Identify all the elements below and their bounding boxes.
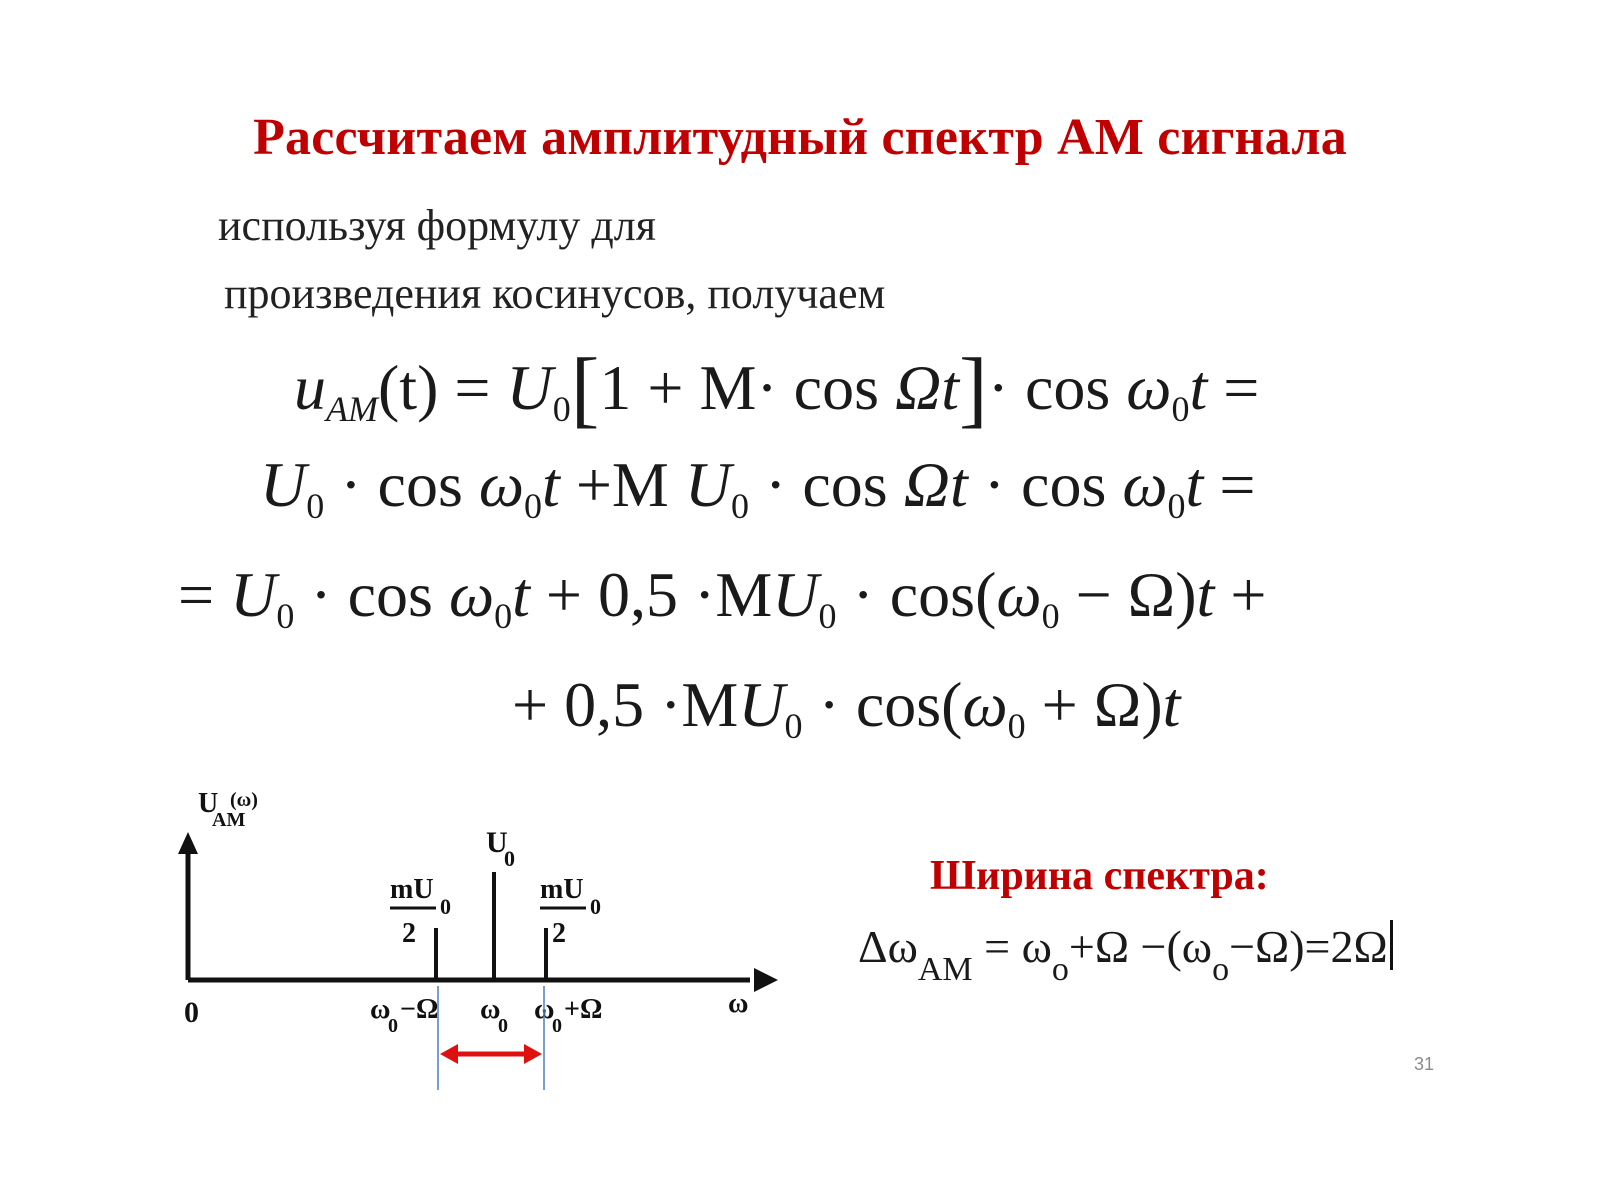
- bandwidth-label: Ширина спектра:: [930, 853, 1269, 899]
- eq4-sub0: 0: [784, 706, 803, 746]
- eq3-cos2: · cos(: [836, 559, 997, 630]
- carrier-freq-label: ω: [480, 994, 501, 1025]
- eq3-sub0d: 0: [1041, 596, 1060, 636]
- equation-line-4: [512, 668, 1180, 747]
- spectrum-diagram: [150, 790, 810, 1100]
- bandwidth-sub-o-1: o: [1051, 951, 1069, 988]
- eq3-sub0b: 0: [494, 596, 513, 636]
- x-axis-label: ω: [728, 988, 749, 1019]
- eq1-t2: t: [1189, 352, 1208, 423]
- equation-line-2: [260, 448, 1255, 527]
- upper-sideband-amplitude-den: 2: [552, 918, 566, 949]
- upper-freq-sub: 0: [552, 1015, 562, 1037]
- bandwidth-mid: +Ω −(ω: [1068, 921, 1213, 972]
- upper-freq-suffix: +Ω: [564, 994, 603, 1025]
- eq3-t1: t: [512, 559, 530, 630]
- y-axis-label-sub: AM: [212, 809, 246, 831]
- upper-sideband-amplitude-num: mU: [540, 874, 584, 905]
- eq1-left-bracket: [: [570, 340, 600, 436]
- eq3-t2: t: [1196, 559, 1215, 630]
- bandwidth-eq: = ω: [972, 921, 1052, 972]
- eq3-omega: ω: [448, 559, 495, 630]
- eq2-sub0b: 0: [524, 486, 543, 526]
- eq1-one-plus-M: 1 + M·: [599, 352, 778, 423]
- bandwidth-end: −Ω)=2Ω: [1229, 921, 1388, 972]
- eq3-eq-start: =: [178, 559, 231, 630]
- lower-sideband-amplitude-den: 2: [402, 918, 416, 949]
- eq2-sub0d: 0: [1167, 486, 1186, 526]
- lower-freq-suffix: −Ω: [400, 994, 439, 1025]
- equation-line-3: [178, 558, 1266, 637]
- eq3-plus-end: +: [1214, 559, 1267, 630]
- eq3-U2: U: [772, 559, 819, 630]
- bandwidth-arrow-right-icon: [524, 1044, 542, 1064]
- text-cursor: [1390, 920, 1393, 970]
- slide-title: Рассчитаем амплитудный спектр АМ сигнала: [253, 109, 1347, 166]
- bandwidth-arrow-left-icon: [440, 1044, 458, 1064]
- bandwidth-sub-o-2: o: [1212, 951, 1230, 988]
- x-axis-arrow-icon: [754, 968, 778, 992]
- eq2-plus-M: +M: [559, 449, 685, 520]
- eq1-eq-end: =: [1207, 352, 1260, 423]
- lower-sideband-amplitude-num-sub: 0: [440, 894, 451, 919]
- eq2-t1: t: [542, 449, 560, 520]
- eq1-right-bracket: ]: [959, 340, 988, 436]
- eq1-u: u: [294, 352, 326, 423]
- carrier-freq-sub: 0: [498, 1015, 508, 1037]
- equation-line-1: [294, 338, 1259, 438]
- eq1-dot-cos: · cos: [987, 352, 1127, 423]
- eq4-plus-omega: + Ω): [1025, 669, 1163, 740]
- eq2-t2: t: [1185, 449, 1204, 520]
- origin-label: 0: [184, 996, 199, 1029]
- page-number: 31: [1414, 1054, 1435, 1074]
- eq2-U: U: [260, 449, 307, 520]
- eq3-sub0: 0: [276, 596, 295, 636]
- eq1-U: U: [506, 352, 553, 423]
- eq2-cos3: · cos: [967, 449, 1123, 520]
- y-axis-label: U: [198, 788, 219, 819]
- eq4-plus: + 0,5 ·M: [512, 669, 739, 740]
- bandwidth-delta-omega: Δω: [858, 921, 918, 972]
- lower-sideband-amplitude-num: mU: [390, 874, 434, 905]
- eq2-cos1: · cos: [324, 449, 479, 520]
- eq3-omega2: ω: [996, 559, 1042, 630]
- lower-freq-label: ω: [370, 994, 391, 1025]
- eq3-minus-omega: − Ω): [1059, 559, 1197, 630]
- carrier-amplitude-label: U: [486, 826, 508, 859]
- y-axis-arrow-icon: [178, 832, 198, 854]
- eq1-cos: cos: [777, 352, 895, 423]
- bandwidth-formula: [858, 920, 1393, 989]
- eq3-plus: + 0,5 ·M: [529, 559, 773, 630]
- eq2-sub0: 0: [306, 486, 325, 526]
- eq2-U2: U: [684, 449, 732, 520]
- eq2-sub0c: 0: [731, 486, 750, 526]
- bandwidth-sub-am: AM: [917, 951, 973, 988]
- eq4-cos: · cos(: [802, 669, 963, 740]
- upper-sideband-amplitude-num-sub: 0: [590, 894, 601, 919]
- intro-text-line-2: произведения косинусов, получаем: [224, 269, 886, 318]
- lower-freq-sub: 0: [388, 1015, 398, 1037]
- eq2-omega-t: Ωt: [903, 449, 968, 520]
- carrier-amplitude-sub: 0: [504, 846, 515, 871]
- eq3-U: U: [230, 559, 277, 630]
- eq1-small-omega: ω: [1126, 352, 1172, 423]
- eq1-omega-t: Ωt: [894, 352, 960, 423]
- eq2-cos2: · cos: [749, 449, 904, 520]
- eq4-sub0b: 0: [1007, 706, 1026, 746]
- eq2-eq-end: =: [1203, 449, 1256, 520]
- eq1-sub-am: AM: [326, 389, 378, 429]
- eq3-sub0c: 0: [818, 596, 837, 636]
- eq4-omega: ω: [962, 669, 1008, 740]
- eq2-omega: ω: [478, 449, 525, 520]
- eq2-omega2: ω: [1122, 449, 1168, 520]
- intro-text-line-1: используя формулу для: [218, 201, 656, 250]
- eq1-t: (t): [377, 352, 439, 423]
- eq3-cos1: · cos: [294, 559, 449, 630]
- y-axis-label-arg: (ω): [230, 789, 258, 811]
- eq1-sub0: 0: [552, 389, 571, 429]
- eq4-t: t: [1162, 669, 1181, 740]
- eq1-sub0b: 0: [1171, 389, 1190, 429]
- eq4-U: U: [738, 669, 785, 740]
- eq1-eq: =: [438, 352, 507, 423]
- upper-freq-label: ω: [534, 994, 555, 1025]
